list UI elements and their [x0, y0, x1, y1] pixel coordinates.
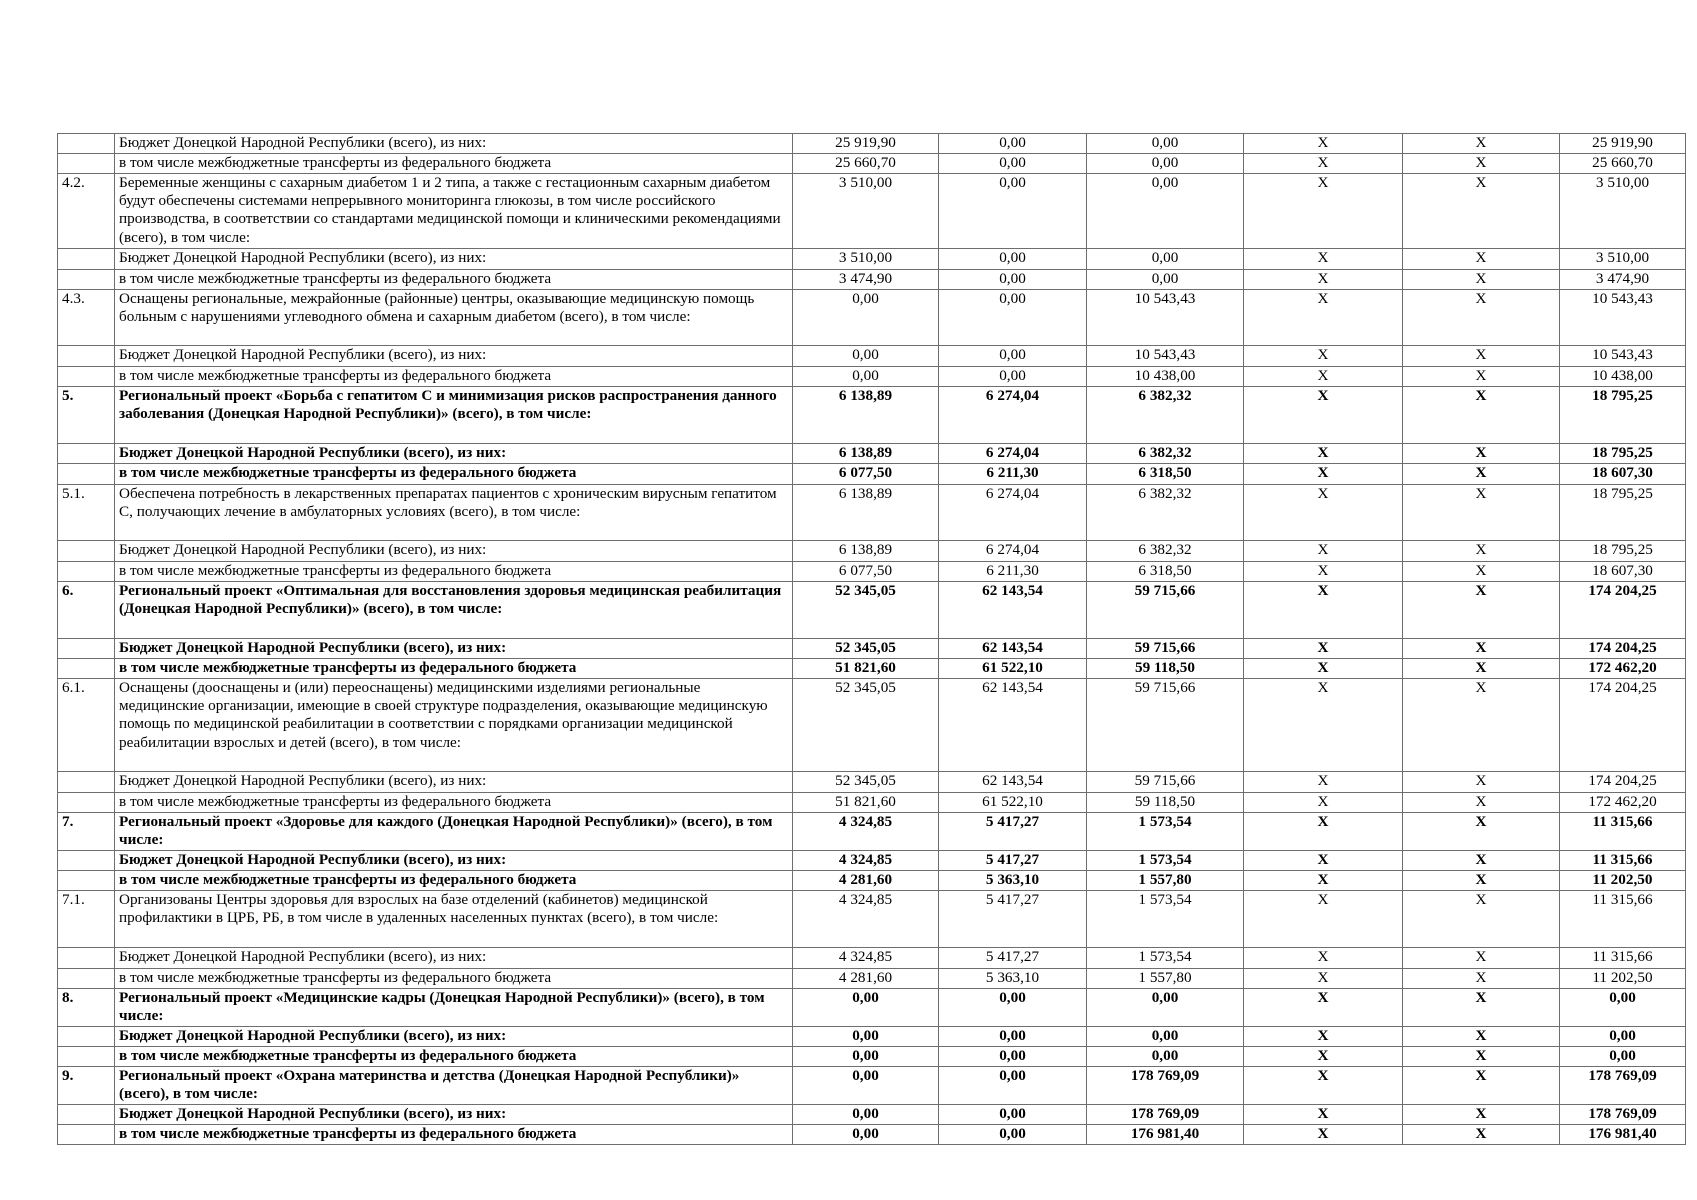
value-col-2: 62 143,54	[939, 772, 1087, 793]
value-col-3: 178 769,09	[1087, 1067, 1244, 1105]
table-row	[58, 851, 1686, 871]
value-col-total: 3 474,90	[1560, 270, 1686, 290]
value-col-total: 174 204,25	[1560, 582, 1686, 639]
row-index	[58, 1105, 115, 1125]
table-row	[58, 346, 1686, 367]
value-col-4: X	[1244, 270, 1403, 290]
value-col-4: X	[1244, 989, 1403, 1027]
row-description: Беременные женщины с сахарным диабетом 1 и 2 типа, а также с гестационным сахарным диабетом будут обеспечены системами непрерывного мониторинга глюкозы, в том числе российского производства, в соответствии со стандартами медицинской помощи и клиническими рекомендациями (всего), в том числе:	[115, 174, 793, 249]
table-row	[58, 871, 1686, 891]
value-col-total: 0,00	[1560, 989, 1686, 1027]
value-col-4: X	[1244, 659, 1403, 679]
value-col-3: 59 715,66	[1087, 582, 1244, 639]
table-row	[58, 772, 1686, 793]
value-col-4: X	[1244, 174, 1403, 249]
row-description: в том числе межбюджетные трансферты из федерального бюджета	[115, 793, 793, 813]
value-col-3: 0,00	[1087, 154, 1244, 174]
value-col-5: X	[1403, 582, 1560, 639]
value-col-3: 6 382,32	[1087, 444, 1244, 464]
value-col-total: 11 315,66	[1560, 948, 1686, 969]
row-description: Бюджет Донецкой Народной Республики (всего), из них:	[115, 639, 793, 659]
value-col-3: 6 382,32	[1087, 541, 1244, 562]
value-col-total: 174 204,25	[1560, 679, 1686, 772]
row-index	[58, 464, 115, 485]
value-col-5: X	[1403, 891, 1560, 948]
value-col-3: 1 573,54	[1087, 851, 1244, 871]
value-col-2: 0,00	[939, 1027, 1087, 1047]
row-description: в том числе межбюджетные трансферты из федерального бюджета	[115, 154, 793, 174]
value-col-5: X	[1403, 134, 1560, 154]
value-col-4: X	[1244, 249, 1403, 270]
value-col-3: 0,00	[1087, 249, 1244, 270]
value-col-5: X	[1403, 969, 1560, 989]
table-row	[58, 290, 1686, 346]
table-row	[58, 582, 1686, 639]
row-description: в том числе межбюджетные трансферты из федерального бюджета	[115, 1125, 793, 1145]
value-col-total: 10 543,43	[1560, 290, 1686, 346]
table-row	[58, 969, 1686, 989]
value-col-3: 0,00	[1087, 1047, 1244, 1067]
row-description: Региональный проект «Медицинские кадры (Донецкая Народной Республики)» (всего), в том числе:	[115, 989, 793, 1027]
value-col-5: X	[1403, 249, 1560, 270]
value-col-1: 52 345,05	[793, 639, 939, 659]
value-col-1: 3 474,90	[793, 270, 939, 290]
value-col-1: 6 138,89	[793, 387, 939, 444]
row-description: в том числе межбюджетные трансферты из федерального бюджета	[115, 562, 793, 582]
value-col-1: 4 324,85	[793, 891, 939, 948]
value-col-5: X	[1403, 1105, 1560, 1125]
value-col-4: X	[1244, 772, 1403, 793]
value-col-5: X	[1403, 290, 1560, 346]
value-col-2: 0,00	[939, 346, 1087, 367]
value-col-5: X	[1403, 659, 1560, 679]
row-index	[58, 851, 115, 871]
row-description: в том числе межбюджетные трансферты из федерального бюджета	[115, 464, 793, 485]
value-col-1: 51 821,60	[793, 659, 939, 679]
value-col-total: 11 202,50	[1560, 871, 1686, 891]
value-col-5: X	[1403, 871, 1560, 891]
value-col-1: 6 138,89	[793, 485, 939, 541]
row-description: Бюджет Донецкой Народной Республики (всего), из них:	[115, 541, 793, 562]
value-col-2: 6 274,04	[939, 387, 1087, 444]
value-col-1: 0,00	[793, 1027, 939, 1047]
value-col-1: 6 077,50	[793, 562, 939, 582]
table-row	[58, 639, 1686, 659]
value-col-3: 10 543,43	[1087, 346, 1244, 367]
value-col-2: 0,00	[939, 1105, 1087, 1125]
row-description: Бюджет Донецкой Народной Республики (всего), из них:	[115, 851, 793, 871]
row-description: Региональный проект «Здоровье для каждого (Донецкая Народной Республики)» (всего), в том числе:	[115, 813, 793, 851]
value-col-total: 178 769,09	[1560, 1067, 1686, 1105]
value-col-total: 18 795,25	[1560, 541, 1686, 562]
table-row	[58, 989, 1686, 1027]
value-col-5: X	[1403, 387, 1560, 444]
value-col-total: 3 510,00	[1560, 174, 1686, 249]
value-col-2: 0,00	[939, 989, 1087, 1027]
budget-table	[57, 133, 1686, 1145]
table-row	[58, 134, 1686, 154]
value-col-5: X	[1403, 948, 1560, 969]
value-col-3: 0,00	[1087, 1027, 1244, 1047]
row-description: в том числе межбюджетные трансферты из федерального бюджета	[115, 1047, 793, 1067]
row-index: 5.1.	[58, 485, 115, 541]
value-col-1: 0,00	[793, 1125, 939, 1145]
value-col-4: X	[1244, 346, 1403, 367]
value-col-4: X	[1244, 444, 1403, 464]
value-col-5: X	[1403, 1047, 1560, 1067]
value-col-3: 1 573,54	[1087, 891, 1244, 948]
value-col-1: 25 919,90	[793, 134, 939, 154]
row-description: в том числе межбюджетные трансферты из федерального бюджета	[115, 367, 793, 387]
row-description: Обеспечена потребность в лекарственных препаратах пациентов с хроническим вирусным гепатитом С, получающих лечение в амбулаторных условиях (всего), в том числе:	[115, 485, 793, 541]
value-col-2: 0,00	[939, 1067, 1087, 1105]
row-description: Бюджет Донецкой Народной Республики (всего), из них:	[115, 948, 793, 969]
value-col-1: 4 324,85	[793, 851, 939, 871]
value-col-2: 5 417,27	[939, 948, 1087, 969]
value-col-1: 0,00	[793, 346, 939, 367]
value-col-total: 178 769,09	[1560, 1105, 1686, 1125]
value-col-4: X	[1244, 464, 1403, 485]
value-col-4: X	[1244, 1105, 1403, 1125]
value-col-5: X	[1403, 772, 1560, 793]
value-col-4: X	[1244, 1047, 1403, 1067]
value-col-1: 52 345,05	[793, 679, 939, 772]
value-col-4: X	[1244, 154, 1403, 174]
value-col-3: 6 382,32	[1087, 485, 1244, 541]
value-col-5: X	[1403, 793, 1560, 813]
value-col-total: 18 795,25	[1560, 387, 1686, 444]
table-row	[58, 1105, 1686, 1125]
value-col-1: 51 821,60	[793, 793, 939, 813]
value-col-5: X	[1403, 813, 1560, 851]
value-col-4: X	[1244, 562, 1403, 582]
row-index	[58, 871, 115, 891]
row-index	[58, 562, 115, 582]
value-col-total: 176 981,40	[1560, 1125, 1686, 1145]
value-col-5: X	[1403, 989, 1560, 1027]
value-col-1: 4 324,85	[793, 948, 939, 969]
row-description: Бюджет Донецкой Народной Республики (всего), из них:	[115, 134, 793, 154]
table-row	[58, 562, 1686, 582]
value-col-2: 5 363,10	[939, 969, 1087, 989]
value-col-2: 0,00	[939, 270, 1087, 290]
budget-table-body	[58, 134, 1686, 1145]
value-col-4: X	[1244, 541, 1403, 562]
value-col-3: 1 557,80	[1087, 969, 1244, 989]
value-col-1: 6 138,89	[793, 541, 939, 562]
table-row	[58, 249, 1686, 270]
table-row	[58, 541, 1686, 562]
value-col-4: X	[1244, 948, 1403, 969]
table-row	[58, 174, 1686, 249]
value-col-2: 61 522,10	[939, 793, 1087, 813]
document-page	[57, 133, 1685, 1145]
value-col-2: 0,00	[939, 174, 1087, 249]
value-col-total: 3 510,00	[1560, 249, 1686, 270]
row-index: 7.1.	[58, 891, 115, 948]
table-row	[58, 1067, 1686, 1105]
value-col-2: 6 211,30	[939, 464, 1087, 485]
table-row	[58, 1027, 1686, 1047]
value-col-1: 0,00	[793, 1067, 939, 1105]
value-col-3: 59 715,66	[1087, 772, 1244, 793]
value-col-total: 10 438,00	[1560, 367, 1686, 387]
value-col-total: 18 607,30	[1560, 464, 1686, 485]
value-col-4: X	[1244, 851, 1403, 871]
value-col-4: X	[1244, 793, 1403, 813]
value-col-1: 0,00	[793, 367, 939, 387]
value-col-3: 0,00	[1087, 174, 1244, 249]
value-col-3: 59 118,50	[1087, 793, 1244, 813]
value-col-1: 6 077,50	[793, 464, 939, 485]
value-col-4: X	[1244, 290, 1403, 346]
value-col-5: X	[1403, 464, 1560, 485]
value-col-1: 3 510,00	[793, 174, 939, 249]
value-col-3: 59 715,66	[1087, 679, 1244, 772]
table-row	[58, 1125, 1686, 1145]
value-col-5: X	[1403, 444, 1560, 464]
row-index: 6.	[58, 582, 115, 639]
table-row	[58, 444, 1686, 464]
value-col-2: 0,00	[939, 1047, 1087, 1067]
row-index	[58, 1047, 115, 1067]
row-index	[58, 154, 115, 174]
value-col-2: 0,00	[939, 249, 1087, 270]
row-description: Региональный проект «Борьба с гепатитом С и минимизация рисков распространения данного заболевания (Донецкая Народной Республики)» (всего), в том числе:	[115, 387, 793, 444]
value-col-1: 3 510,00	[793, 249, 939, 270]
row-index	[58, 270, 115, 290]
value-col-total: 11 202,50	[1560, 969, 1686, 989]
value-col-1: 6 138,89	[793, 444, 939, 464]
value-col-3: 6 318,50	[1087, 562, 1244, 582]
value-col-total: 0,00	[1560, 1047, 1686, 1067]
row-description: Бюджет Донецкой Народной Республики (всего), из них:	[115, 346, 793, 367]
value-col-5: X	[1403, 485, 1560, 541]
row-description: Оснащены региональные, межрайонные (районные) центры, оказывающие медицинскую помощь больным с нарушениями углеводного обмена и сахарным диабетом (всего), в том числе:	[115, 290, 793, 346]
table-row	[58, 659, 1686, 679]
table-row	[58, 793, 1686, 813]
row-description: Оснащены (дооснащены и (или) переоснащены) медицинскими изделиями региональные медицинские организации, имеющие в своей структуре подразделения, оказывающие медицинскую помощь по медицинской реабилитации в соответствии с порядками организации медицинской реабилитации взрослых и детей (всего), в том числе:	[115, 679, 793, 772]
value-col-5: X	[1403, 346, 1560, 367]
table-row	[58, 891, 1686, 948]
value-col-total: 11 315,66	[1560, 813, 1686, 851]
value-col-1: 4 281,60	[793, 969, 939, 989]
table-row	[58, 154, 1686, 174]
value-col-4: X	[1244, 485, 1403, 541]
value-col-4: X	[1244, 367, 1403, 387]
value-col-1: 52 345,05	[793, 582, 939, 639]
value-col-total: 18 795,25	[1560, 444, 1686, 464]
value-col-2: 0,00	[939, 1125, 1087, 1145]
table-row	[58, 813, 1686, 851]
row-index	[58, 948, 115, 969]
value-col-2: 62 143,54	[939, 679, 1087, 772]
value-col-3: 1 557,80	[1087, 871, 1244, 891]
value-col-5: X	[1403, 1125, 1560, 1145]
row-index: 9.	[58, 1067, 115, 1105]
value-col-total: 174 204,25	[1560, 772, 1686, 793]
value-col-5: X	[1403, 270, 1560, 290]
value-col-5: X	[1403, 174, 1560, 249]
value-col-4: X	[1244, 387, 1403, 444]
row-index	[58, 639, 115, 659]
row-description: Организованы Центры здоровья для взрослых на базе отделений (кабинетов) медицинской профилактики в ЦРБ, РБ, в том числе в удаленных населенных пунктах (всего), в том числе:	[115, 891, 793, 948]
value-col-4: X	[1244, 1027, 1403, 1047]
value-col-1: 0,00	[793, 1105, 939, 1125]
value-col-total: 11 315,66	[1560, 851, 1686, 871]
value-col-5: X	[1403, 541, 1560, 562]
row-index	[58, 249, 115, 270]
row-index: 7.	[58, 813, 115, 851]
row-description: Бюджет Донецкой Народной Республики (всего), из них:	[115, 1105, 793, 1125]
value-col-2: 5 417,27	[939, 851, 1087, 871]
row-description: Бюджет Донецкой Народной Республики (всего), из них:	[115, 772, 793, 793]
table-row	[58, 948, 1686, 969]
value-col-total: 0,00	[1560, 1027, 1686, 1047]
value-col-2: 0,00	[939, 154, 1087, 174]
row-index	[58, 772, 115, 793]
value-col-1: 52 345,05	[793, 772, 939, 793]
row-index: 4.2.	[58, 174, 115, 249]
value-col-total: 25 660,70	[1560, 154, 1686, 174]
value-col-4: X	[1244, 969, 1403, 989]
value-col-2: 5 417,27	[939, 891, 1087, 948]
value-col-total: 10 543,43	[1560, 346, 1686, 367]
value-col-5: X	[1403, 562, 1560, 582]
value-col-1: 25 660,70	[793, 154, 939, 174]
value-col-5: X	[1403, 851, 1560, 871]
value-col-4: X	[1244, 639, 1403, 659]
value-col-total: 25 919,90	[1560, 134, 1686, 154]
value-col-3: 6 318,50	[1087, 464, 1244, 485]
row-index: 5.	[58, 387, 115, 444]
value-col-2: 5 417,27	[939, 813, 1087, 851]
value-col-3: 1 573,54	[1087, 813, 1244, 851]
row-description: в том числе межбюджетные трансферты из федерального бюджета	[115, 270, 793, 290]
value-col-4: X	[1244, 871, 1403, 891]
value-col-4: X	[1244, 813, 1403, 851]
value-col-2: 0,00	[939, 134, 1087, 154]
row-index	[58, 1125, 115, 1145]
value-col-3: 0,00	[1087, 989, 1244, 1027]
row-index: 4.3.	[58, 290, 115, 346]
row-index	[58, 1027, 115, 1047]
value-col-2: 62 143,54	[939, 639, 1087, 659]
value-col-5: X	[1403, 639, 1560, 659]
value-col-4: X	[1244, 891, 1403, 948]
value-col-2: 0,00	[939, 367, 1087, 387]
value-col-2: 6 274,04	[939, 485, 1087, 541]
value-col-3: 1 573,54	[1087, 948, 1244, 969]
row-description: Региональный проект «Охрана материнства и детства (Донецкая Народной Республики)» (всего), в том числе:	[115, 1067, 793, 1105]
value-col-total: 172 462,20	[1560, 659, 1686, 679]
value-col-total: 172 462,20	[1560, 793, 1686, 813]
value-col-2: 5 363,10	[939, 871, 1087, 891]
row-description: Бюджет Донецкой Народной Республики (всего), из них:	[115, 1027, 793, 1047]
value-col-4: X	[1244, 1125, 1403, 1145]
value-col-5: X	[1403, 1027, 1560, 1047]
value-col-4: X	[1244, 679, 1403, 772]
value-col-4: X	[1244, 134, 1403, 154]
value-col-1: 4 281,60	[793, 871, 939, 891]
value-col-3: 10 543,43	[1087, 290, 1244, 346]
value-col-5: X	[1403, 679, 1560, 772]
value-col-3: 0,00	[1087, 134, 1244, 154]
value-col-3: 178 769,09	[1087, 1105, 1244, 1125]
value-col-total: 18 607,30	[1560, 562, 1686, 582]
row-index	[58, 541, 115, 562]
value-col-total: 11 315,66	[1560, 891, 1686, 948]
value-col-3: 6 382,32	[1087, 387, 1244, 444]
row-description: в том числе межбюджетные трансферты из федерального бюджета	[115, 871, 793, 891]
value-col-1: 0,00	[793, 989, 939, 1027]
value-col-3: 176 981,40	[1087, 1125, 1244, 1145]
value-col-3: 0,00	[1087, 270, 1244, 290]
row-index: 6.1.	[58, 679, 115, 772]
value-col-1: 4 324,85	[793, 813, 939, 851]
row-index	[58, 134, 115, 154]
value-col-5: X	[1403, 154, 1560, 174]
value-col-total: 18 795,25	[1560, 485, 1686, 541]
value-col-5: X	[1403, 367, 1560, 387]
row-index	[58, 346, 115, 367]
value-col-1: 0,00	[793, 290, 939, 346]
value-col-2: 6 211,30	[939, 562, 1087, 582]
value-col-2: 0,00	[939, 290, 1087, 346]
row-index	[58, 969, 115, 989]
row-description: в том числе межбюджетные трансферты из федерального бюджета	[115, 659, 793, 679]
value-col-4: X	[1244, 1067, 1403, 1105]
value-col-5: X	[1403, 1067, 1560, 1105]
row-index	[58, 659, 115, 679]
table-row	[58, 679, 1686, 772]
value-col-2: 6 274,04	[939, 444, 1087, 464]
value-col-2: 61 522,10	[939, 659, 1087, 679]
value-col-3: 59 715,66	[1087, 639, 1244, 659]
table-row	[58, 367, 1686, 387]
value-col-2: 62 143,54	[939, 582, 1087, 639]
value-col-1: 0,00	[793, 1047, 939, 1067]
value-col-3: 10 438,00	[1087, 367, 1244, 387]
row-description: Бюджет Донецкой Народной Республики (всего), из них:	[115, 249, 793, 270]
row-description: Региональный проект «Оптимальная для восстановления здоровья медицинская реабилитация (Донецкая Народной Республики)» (всего), в том числе:	[115, 582, 793, 639]
row-index	[58, 367, 115, 387]
table-row	[58, 1047, 1686, 1067]
row-description: Бюджет Донецкой Народной Республики (всего), из них:	[115, 444, 793, 464]
table-row	[58, 464, 1686, 485]
row-description: в том числе межбюджетные трансферты из федерального бюджета	[115, 969, 793, 989]
value-col-total: 174 204,25	[1560, 639, 1686, 659]
table-row	[58, 485, 1686, 541]
value-col-4: X	[1244, 582, 1403, 639]
table-row	[58, 270, 1686, 290]
table-row	[58, 387, 1686, 444]
row-index: 8.	[58, 989, 115, 1027]
value-col-3: 59 118,50	[1087, 659, 1244, 679]
row-index	[58, 444, 115, 464]
value-col-2: 6 274,04	[939, 541, 1087, 562]
row-index	[58, 793, 115, 813]
